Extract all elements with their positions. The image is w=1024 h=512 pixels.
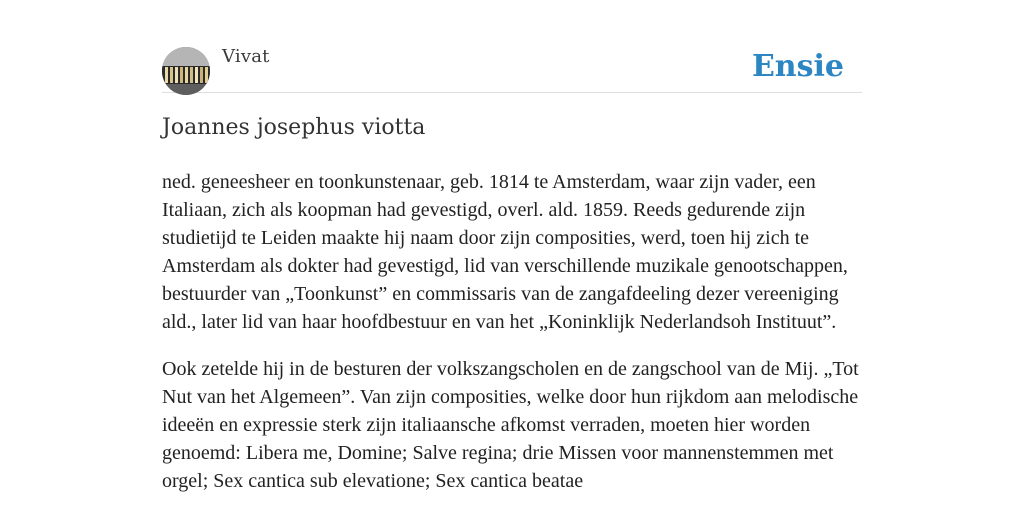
book-spines-icon [162, 47, 210, 95]
article-title: Joannes josephus viotta [162, 115, 426, 140]
header [162, 44, 862, 93]
article-body [162, 168, 862, 512]
paragraph: Ook zetelde hij in de besturen der volkszangscholen en de zangschool van de Mij. „Tot Nut van het Algemeen”. Van zijn composities, welke door hun rijkdom aan melodische ideeën en expressie sterk zijn italiaansche afkomst verraden, moeten hier worden genoemd: Libera me, Domine; Salve regina; drie Missen voor mannenstemmen met orgel; Sex cantica sub elevatione; Sex cantica beatae [162, 358, 859, 492]
source-name[interactable]: Vivat [222, 46, 270, 67]
brand-logo[interactable]: Ensie [751, 49, 844, 84]
paragraph: ned. geneesheer en toonkunstenaar, geb. 1814 te Amsterdam, waar zijn vader, een Italiaan, zich als koopman had gevestigd, overl. ald. 1859. Reeds gedurende zijn studietijd te Leiden maakte hij naam door zijn composities, werd, toen hij zich te Amsterdam als dokter had gevestigd, lid van verschillende muzikale genootschappen, bestuurder van „Toonkunst” en commissaris van de zangafdeeling dezer vereeniging ald., later lid van haar hoofdbestuur en van het „Koninklijk Nederlandsoh Instituut”. [162, 171, 848, 333]
source-avatar[interactable] [162, 47, 210, 95]
